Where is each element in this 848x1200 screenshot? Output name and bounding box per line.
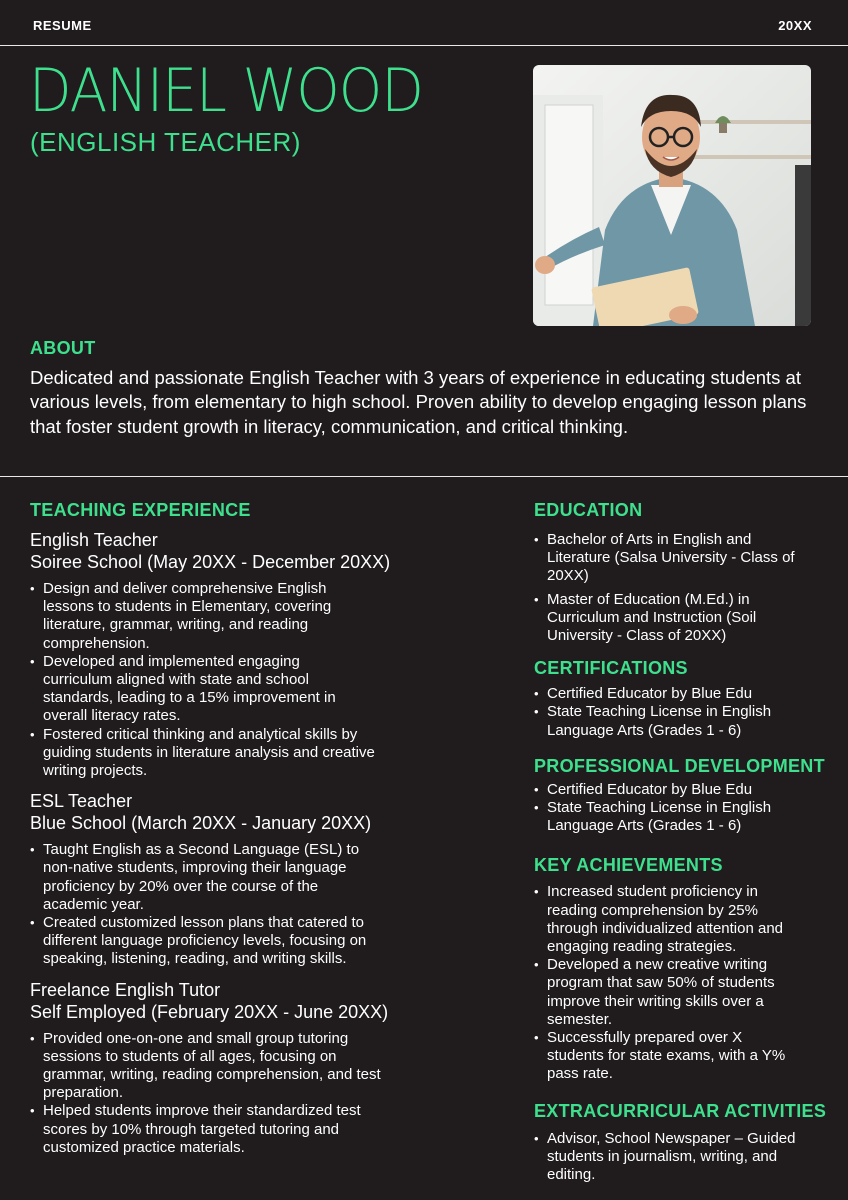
job-bullet: • Fostered critical thinking and analytical skills by guiding students in literature analysis and creative writing projects. bbox=[30, 726, 400, 781]
profile-photo bbox=[533, 65, 811, 326]
job-organization: Soiree School (May 20XX - December 20XX) bbox=[30, 552, 391, 572]
achievements-section bbox=[534, 855, 839, 1083]
document-label: RESUME bbox=[33, 18, 92, 33]
certification-item: • Certified Educator by Blue Edu bbox=[534, 685, 809, 703]
education-section bbox=[534, 500, 839, 645]
activity-item: • Advisor, School Newspaper – Guided students in journalism, writing, and editing. bbox=[534, 1130, 814, 1185]
job-bullet: • Design and deliver comprehensive English lessons to students in Elementary, covering literature, grammar, writing, and reading comprehension. bbox=[30, 580, 370, 653]
job-entry bbox=[30, 979, 500, 1157]
development-item: • State Teaching License in English Language Arts (Grades 1 - 6) bbox=[534, 799, 809, 835]
certifications-heading: CERTIFICATIONS bbox=[534, 658, 688, 679]
education-item: • Master of Education (M.Ed.) in Curriculum and Instruction (Soil University - Class of 20XX) bbox=[534, 591, 799, 646]
development-item: • Certified Educator by Blue Edu bbox=[534, 781, 809, 799]
job-entry bbox=[30, 529, 500, 780]
activities-section bbox=[534, 1101, 839, 1185]
education-item: • Bachelor of Arts in English and Literature (Salsa University - Class of 20XX) bbox=[534, 531, 799, 586]
development-section bbox=[534, 756, 839, 836]
achievement-item: • Successfully prepared over X students for state exams, with a Y% pass rate. bbox=[534, 1029, 799, 1084]
job-bullet: • Provided one-on-one and small group tutoring sessions to students of all ages, focusing on grammar, writing, reading comprehension, and test preparation. bbox=[30, 1030, 392, 1103]
job-bullet: • Taught English as a Second Language (ESL) to non-native students, improving their language proficiency by 20% over the course of the academic year. bbox=[30, 841, 385, 914]
about-heading: ABOUT bbox=[30, 338, 96, 358]
job-title: ESL Teacher bbox=[30, 791, 133, 812]
development-heading: PROFESSIONAL DEVELOPMENT bbox=[534, 755, 825, 776]
about-text: Dedicated and passionate English Teacher with 3 years of experience in educating students at various levels, from elementary to high school. Proven ability to develop engaging lesson plans that foster student growth in literacy, communication, and critical thinking. bbox=[30, 367, 807, 437]
top-bar bbox=[0, 0, 848, 46]
job-title: English Teacher bbox=[30, 530, 158, 550]
achievements-heading: KEY ACHIEVEMENTS bbox=[534, 855, 723, 876]
section-divider bbox=[0, 476, 848, 477]
job-organization: Blue School (March 20XX - January 20XX) bbox=[30, 813, 372, 834]
sidebar-sections bbox=[534, 500, 839, 1184]
certifications-section bbox=[534, 658, 839, 740]
achievement-item: • Increased student proficiency in reading comprehension by 25% through individualized attention and engaging reading strategies. bbox=[534, 883, 799, 956]
education-heading: EDUCATION bbox=[534, 500, 643, 520]
achievement-item: • Developed a new creative writing program that saw 50% of students improve their writing skills over a semester. bbox=[534, 956, 799, 1029]
job-bullet: • Developed and implemented engaging curriculum aligned with state and school standards, leading to a 15% improvement in overall literacy rates. bbox=[30, 653, 370, 726]
experience-section bbox=[30, 500, 500, 1157]
activities-heading: EXTRACURRICULAR ACTIVITIES bbox=[534, 1100, 827, 1121]
certification-item: • State Teaching License in English Language Arts (Grades 1 - 6) bbox=[534, 703, 809, 739]
job-bullet: • Created customized lesson plans that catered to different language proficiency levels, focusing on speaking, listening, reading, and writing skills. bbox=[30, 914, 400, 969]
job-title: Freelance English Tutor bbox=[30, 979, 221, 1000]
document-year: 20XX bbox=[778, 18, 812, 33]
candidate-name: DANIEL WOOD bbox=[29, 56, 423, 126]
job-entry bbox=[30, 790, 500, 968]
job-bullet: • Helped students improve their standardized test scores by 10% through targeted tutoring and customized practice materials. bbox=[30, 1102, 405, 1157]
experience-heading: TEACHING EXPERIENCE bbox=[30, 500, 251, 520]
job-organization: Self Employed (February 20XX - June 20XX) bbox=[30, 1001, 389, 1022]
candidate-role: (ENGLISH TEACHER) bbox=[30, 127, 301, 157]
